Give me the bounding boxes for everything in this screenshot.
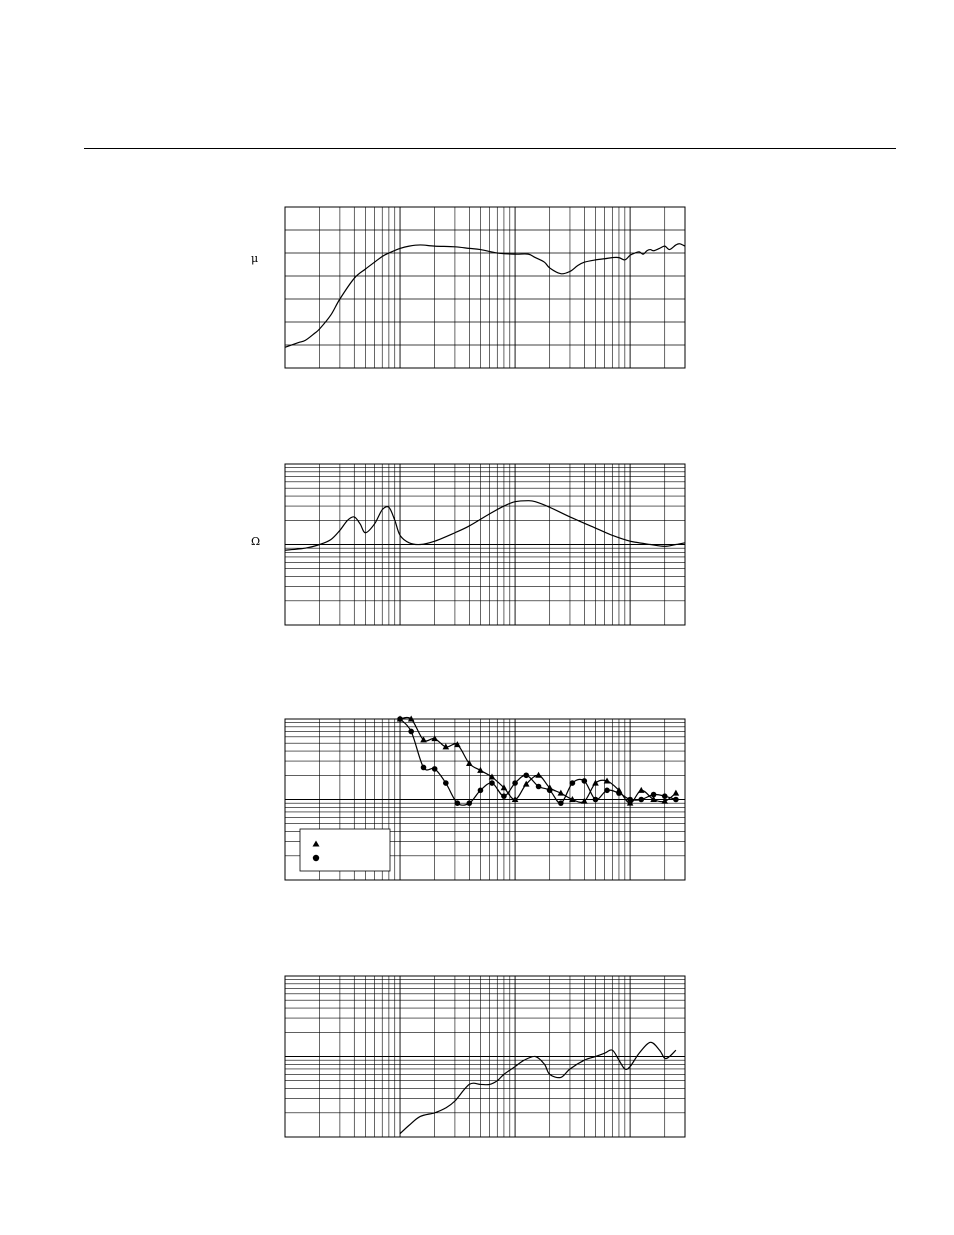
data-point-circle — [536, 784, 542, 790]
data-point-circle — [662, 793, 668, 799]
data-point-circle — [523, 772, 529, 778]
data-point-circle — [570, 780, 576, 786]
bottom-plot — [285, 976, 685, 1138]
data-point-circle — [616, 790, 622, 796]
series-markers-1 — [397, 716, 679, 806]
data-point-circle — [432, 766, 438, 772]
data-point-circle — [673, 797, 679, 803]
grid — [285, 976, 685, 1137]
y-axis-label: μ — [251, 252, 259, 265]
data-point-triangle — [638, 787, 645, 793]
data-point-circle — [397, 716, 403, 722]
data-point-circle — [501, 793, 507, 799]
distortion-plot — [285, 719, 685, 881]
data-point-triangle — [592, 780, 599, 786]
data-point-circle — [558, 800, 564, 806]
data-point-circle — [489, 780, 495, 786]
y-axis-label: Ω — [251, 535, 261, 548]
data-point-circle — [627, 797, 633, 803]
data-point-circle — [478, 788, 484, 794]
data-point-circle — [421, 765, 427, 771]
data-point-triangle — [535, 772, 542, 778]
impedance-plot — [285, 464, 685, 626]
series-line-1 — [400, 1042, 676, 1133]
legend — [300, 829, 390, 871]
legend-marker-circle — [313, 855, 319, 861]
grid — [285, 207, 685, 368]
header-rule — [84, 148, 896, 149]
data-point-circle — [547, 788, 553, 794]
data-point-circle — [638, 797, 644, 803]
legend-box — [300, 829, 390, 871]
data-point-circle — [455, 800, 461, 806]
data-point-circle — [408, 729, 414, 735]
data-point-circle — [582, 778, 588, 784]
data-point-circle — [512, 780, 518, 786]
series-line-2 — [400, 719, 676, 805]
data-point-circle — [443, 780, 449, 786]
data-point-circle — [593, 797, 599, 803]
data-point-circle — [604, 788, 610, 794]
sensitivity-plot — [285, 207, 685, 369]
data-point-triangle — [477, 767, 484, 773]
series-line-1 — [400, 717, 676, 803]
grid — [285, 464, 685, 625]
data-point-circle — [467, 800, 473, 806]
data-point-triangle — [673, 790, 680, 796]
data-point-circle — [651, 792, 657, 798]
